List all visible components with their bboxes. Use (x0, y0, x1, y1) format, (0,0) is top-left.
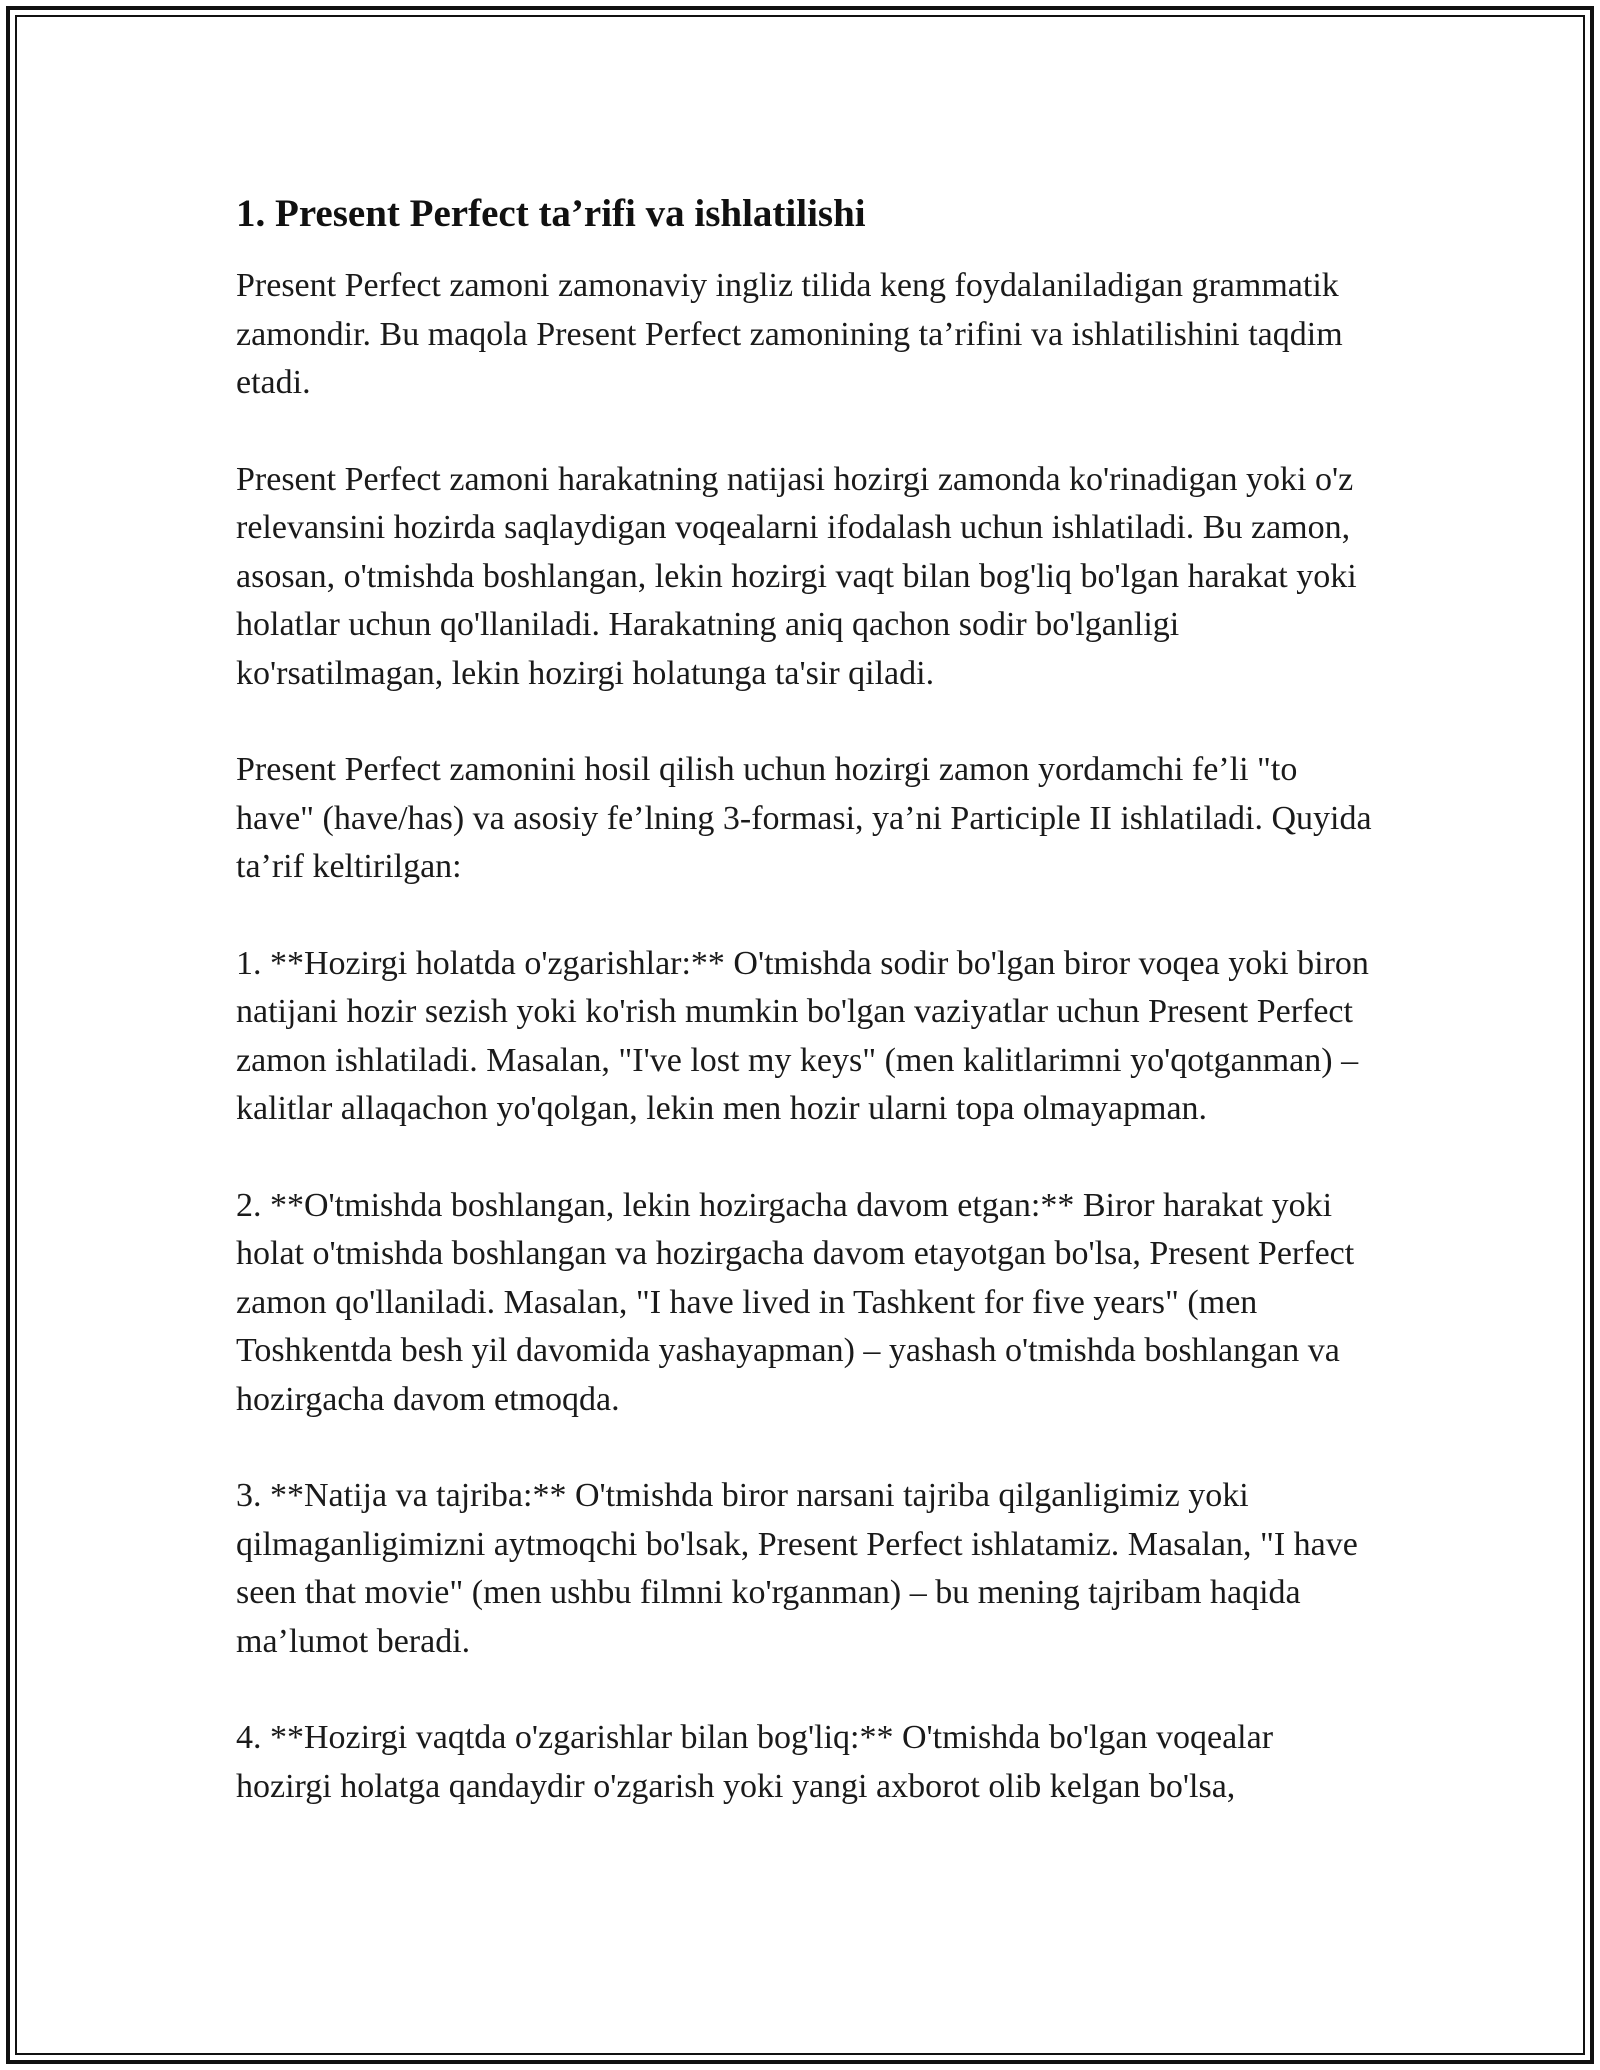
section-heading: 1. Present Perfect ta’rifi va ishlatilishi (236, 192, 866, 235)
paragraph-usage: Present Perfect zamoni harakatning natijasi hozirgi zamonda ko'rinadigan yoki o'z relevansini hozirda saqlaydigan voqealarni ifodalash uchun ishlatiladi. Bu zamon, asosan, o'tmishda boshlangan, lekin hozirgi vaqt bilan bog'liq bo'lgan harakat yoki holatlar uchun qo'llaniladi. Harakatning aniq qachon sodir bo'lganligi ko'rsatilmagan, lekin hozirgi holatunga ta'sir qiladi. (236, 460, 1357, 692)
document-body (236, 186, 1376, 1811)
list-item-3: 3. **Natija va tajriba:** O'tmishda biror narsani tajriba qilganligimiz yoki qilmaganligimizni aytmoqchi bo'lsak, Present Perfect ishlatamiz. Masalan, "I have seen that movie" (men ushbu filmni ko'rganman) – bu mening tajribam haqida ma’lumot beradi. (236, 1477, 1358, 1660)
list-item-1: 1. **Hozirgi holatda o'zgarishlar:** O'tmishda sodir bo'lgan biror voqea yoki biron natijani hozir sezish yoki ko'rish mumkin bo'lgan vaziyatlar uchun Present Perfect zamon ishlatiladi. Masalan, "I've lost my keys" (men kalitlarimni yo'qotganman) – kalitlar allaqachon yo'qolgan, lekin men hozir ularni topa olmayapman. (236, 944, 1369, 1127)
list-item-2: 2. **O'tmishda boshlangan, lekin hozirgacha davom etgan:** Biror harakat yoki holat o'tmishda boshlangan va hozirgacha davom etayotgan bo'lsa, Present Perfect zamon qo'llaniladi. Masalan, "I have lived in Tashkent for five years" (men Toshkentda besh yil davomida yashayapman) – yashash o'tmishda boshlangan va hozirgacha davom etmoqda. (236, 1186, 1355, 1418)
paragraph-formation: Present Perfect zamonini hosil qilish uchun hozirgi zamon yordamchi fe’li "to have" (have/has) va asosiy fe’lning 3-formasi, ya’ni Participle II ishlatiladi. Quyida ta’rif keltirilgan: (236, 751, 1372, 885)
list-item-4: 4. **Hozirgi vaqtda o'zgarishlar bilan bog'liq:** O'tmishda bo'lgan voqealar hozirgi holatga qandaydir o'zgarish yoki yangi axborot olib kelgan bo'lsa, (236, 1719, 1274, 1805)
paragraph-intro: Present Perfect zamoni zamonaviy ingliz tilida keng foydalaniladigan grammatik zamondir. Bu maqola Present Perfect zamonining ta’rifini va ishlatilishini taqdim etadi. (236, 267, 1343, 401)
